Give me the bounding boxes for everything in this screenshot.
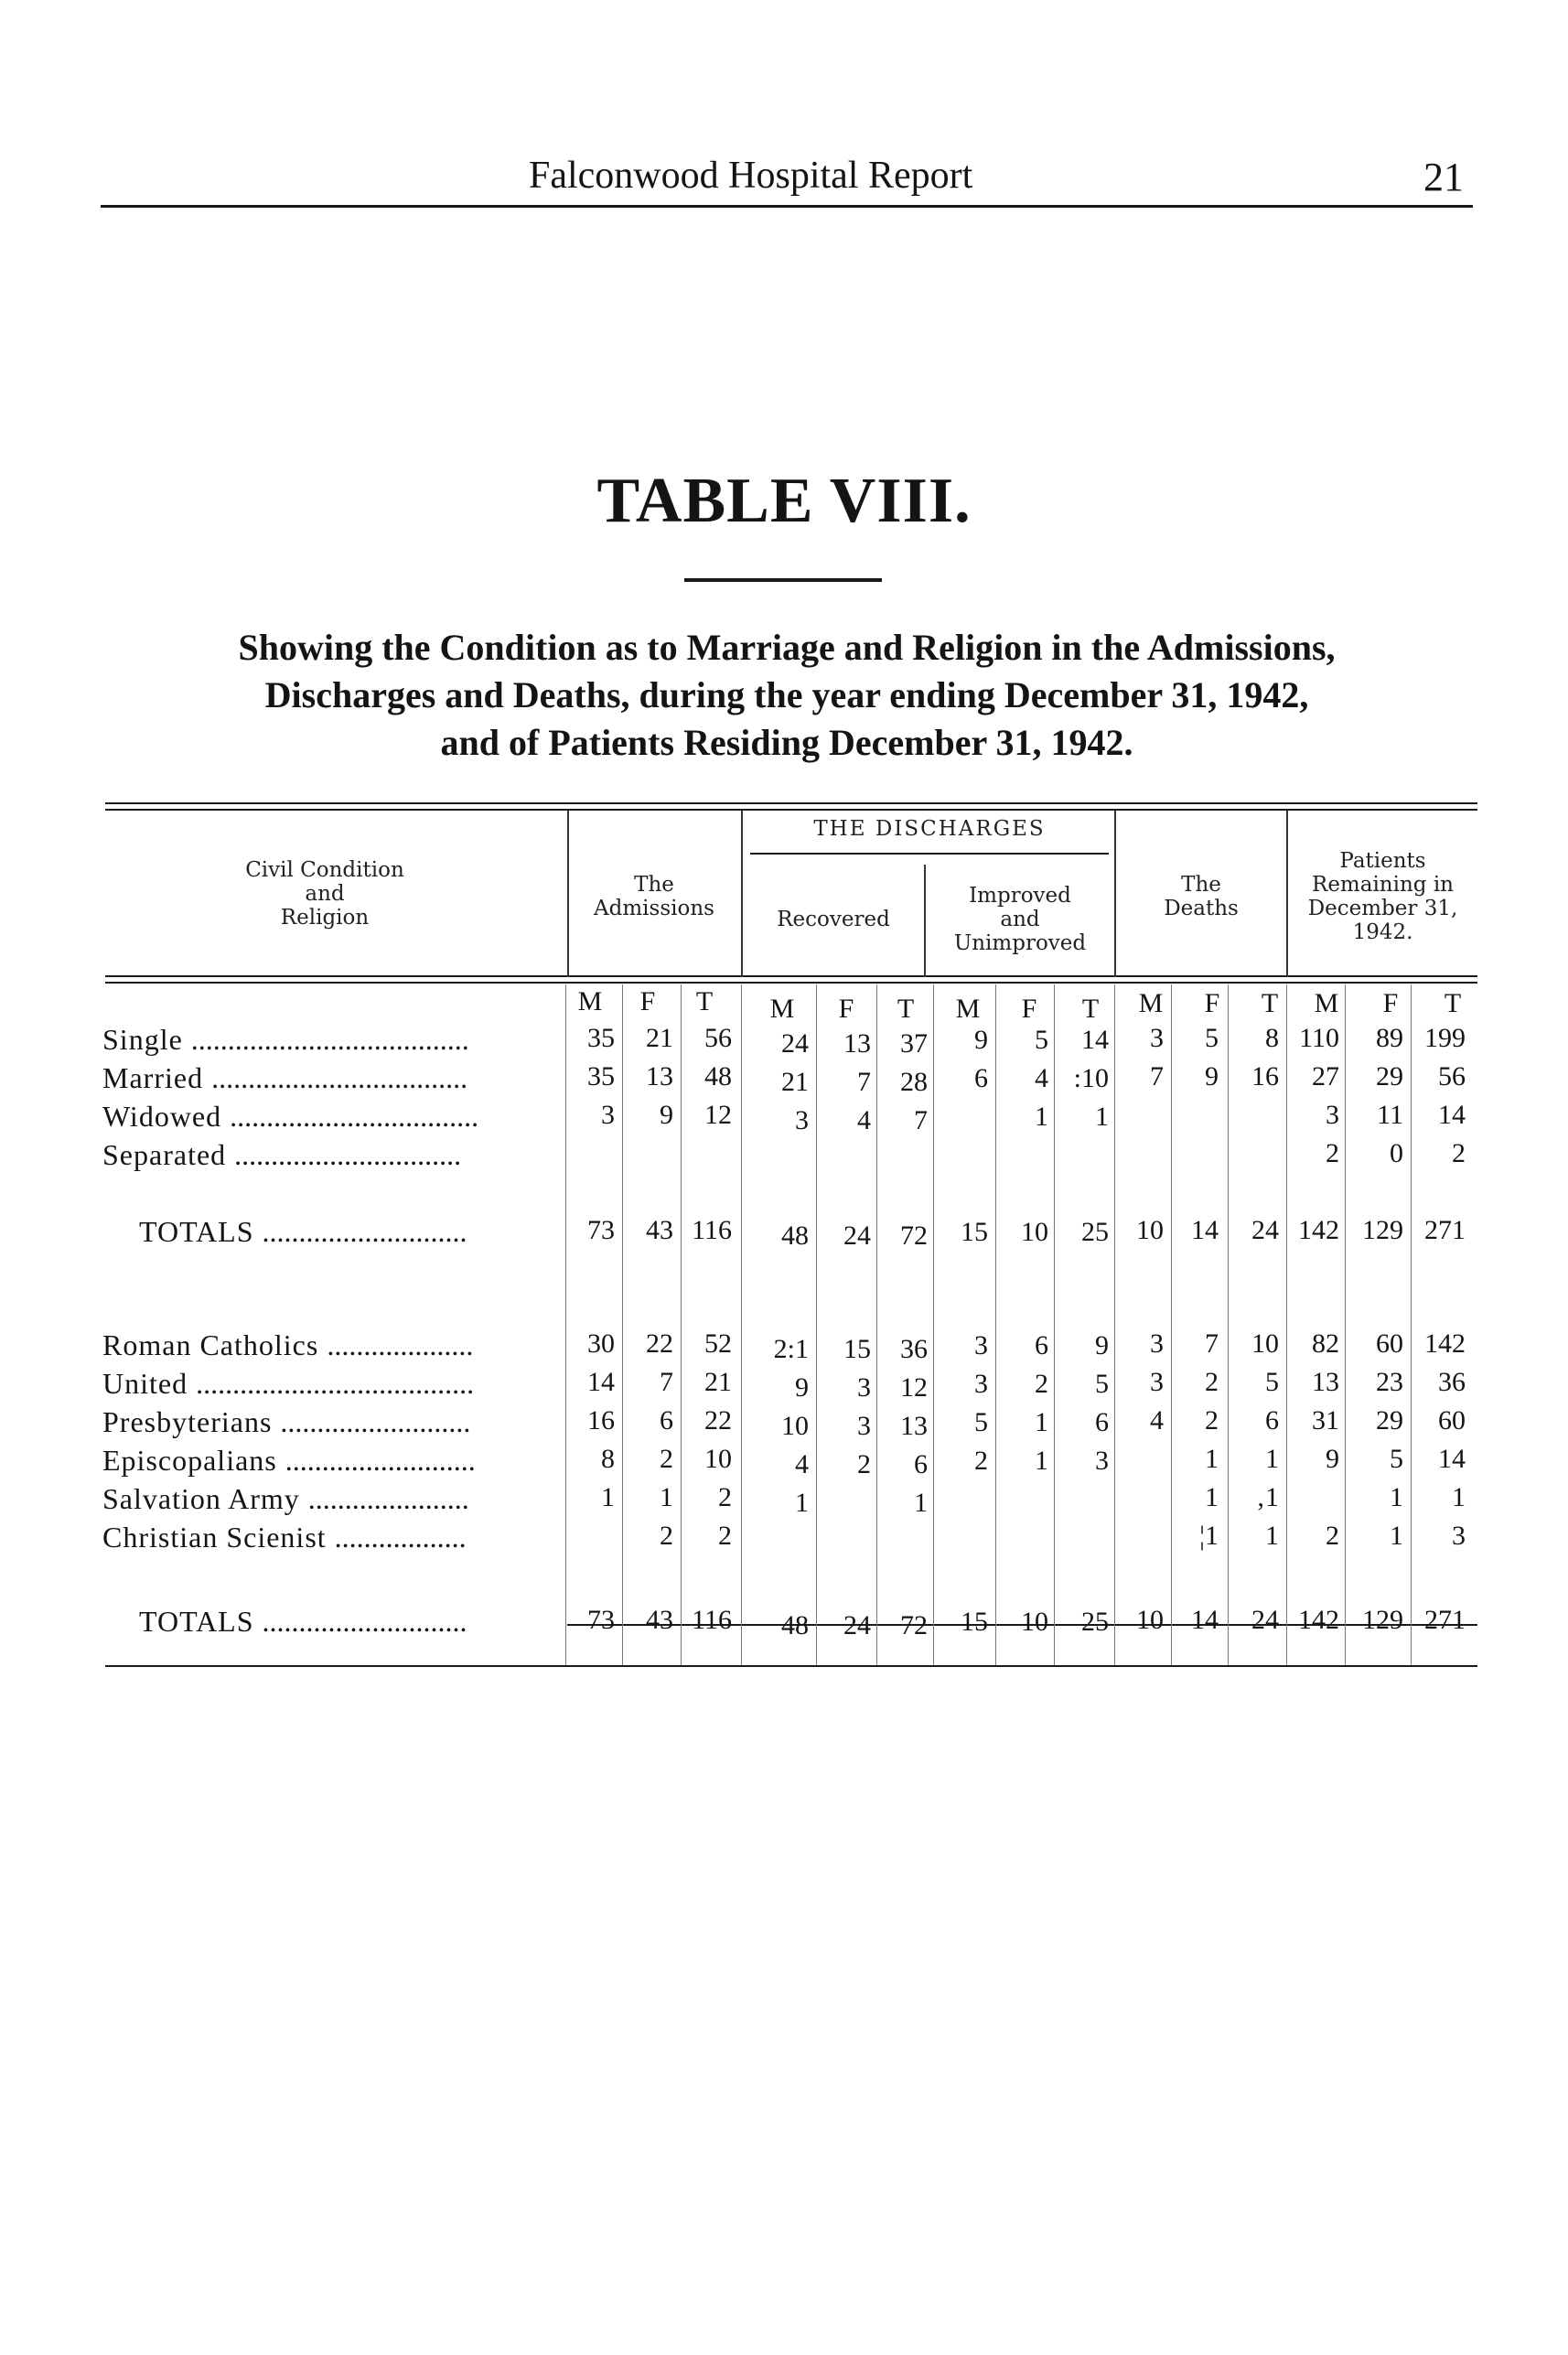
- column-separator: [741, 811, 743, 977]
- column-separator: [622, 984, 623, 1665]
- mft-label: F: [1382, 988, 1399, 1018]
- table-cell: 4: [857, 1105, 871, 1135]
- table-cell: 2: [1326, 1138, 1339, 1168]
- mft-label: T: [897, 994, 915, 1024]
- row-label: Roman Catholics ....................: [102, 1328, 474, 1361]
- table-cell: 2: [1205, 1405, 1219, 1436]
- table-cell: 29: [1376, 1061, 1403, 1091]
- table-cell: 13: [1312, 1367, 1339, 1397]
- table-cell: 56: [1438, 1061, 1466, 1091]
- table-cell: 271: [1424, 1605, 1466, 1635]
- table-cell: 116: [692, 1215, 732, 1245]
- table-cell: 10: [1251, 1328, 1279, 1359]
- table-cell: 271: [1424, 1215, 1466, 1245]
- table-cell: 1: [1035, 1407, 1048, 1437]
- table-cell: 2: [1452, 1138, 1466, 1168]
- table-cell: 28: [900, 1067, 928, 1097]
- table-cell: 72: [900, 1221, 928, 1251]
- table-cell: 4: [1035, 1063, 1048, 1093]
- table-cell: 2: [1035, 1369, 1048, 1399]
- mft-label: F: [1204, 988, 1220, 1018]
- table-cell: 1: [1035, 1446, 1048, 1476]
- table-cell: 4: [795, 1449, 809, 1479]
- table-cell: 15: [961, 1217, 988, 1247]
- table-cell: 1: [601, 1482, 615, 1512]
- table-cell: :10: [1073, 1063, 1109, 1093]
- table-cell: 4: [1150, 1405, 1164, 1436]
- table-cell: 1: [1205, 1444, 1219, 1474]
- header-bottom-rule: [105, 975, 1477, 977]
- running-head-rule: [101, 205, 1473, 208]
- table-cell: 14: [1081, 1025, 1109, 1055]
- table-top-rule: [105, 809, 1477, 811]
- column-separator: [1054, 984, 1055, 1665]
- table-title: TABLE VIII.: [596, 466, 972, 536]
- row-label: Single ......................................: [102, 1023, 469, 1056]
- header-improved: Improved and Unimproved: [953, 884, 1087, 955]
- table-cell: 12: [704, 1100, 732, 1130]
- table-cell: 12: [900, 1372, 928, 1403]
- table-cell: 21: [704, 1367, 732, 1397]
- table-cell: 35: [587, 1023, 615, 1053]
- subtitle-line: Discharges and Deaths, during the year ending December 31, 1942,: [264, 674, 1309, 715]
- column-separator: [565, 984, 566, 1665]
- table-cell: 3: [601, 1100, 615, 1130]
- table-cell: 142: [1298, 1605, 1339, 1635]
- running-head-title: Falconwood Hospital Report: [529, 155, 973, 197]
- table-cell: 43: [646, 1605, 673, 1635]
- table-cell: 5: [1035, 1025, 1048, 1055]
- table-cell: 2:1: [773, 1334, 809, 1364]
- table-cell: 22: [704, 1405, 732, 1436]
- table-cell: 24: [843, 1610, 871, 1640]
- table-cell: 30: [587, 1328, 615, 1359]
- table-cell: 1: [1390, 1482, 1403, 1512]
- table-cell: 82: [1312, 1328, 1339, 1359]
- table-cell: 199: [1424, 1023, 1466, 1053]
- table-cell: 27: [1312, 1061, 1339, 1091]
- discharges-rule: [750, 853, 1109, 855]
- table-cell: 1: [1265, 1444, 1279, 1474]
- header-deaths: The Deaths: [1164, 873, 1239, 920]
- table-cell: 9: [1326, 1444, 1339, 1474]
- table-cell: 1: [1095, 1102, 1109, 1132]
- table-cell: 1: [1205, 1482, 1219, 1512]
- column-separator: [1171, 984, 1172, 1665]
- table-cell: 110: [1299, 1023, 1339, 1053]
- table-cell: 5: [1205, 1023, 1219, 1053]
- table-cell: ¦1: [1198, 1521, 1219, 1551]
- totals-label: TOTALS ............................: [139, 1605, 467, 1638]
- table-cell: 24: [781, 1028, 809, 1059]
- column-separator: [1114, 984, 1115, 1665]
- table-cell: 2: [660, 1444, 673, 1474]
- table-cell: 48: [704, 1061, 732, 1091]
- column-separator: [816, 984, 817, 1665]
- row-label: Presbyterians ..........................: [102, 1405, 471, 1438]
- table-cell: 60: [1438, 1405, 1466, 1436]
- table-cell: 11: [1377, 1100, 1403, 1130]
- table-cell: 9: [795, 1372, 809, 1403]
- table-cell: 1: [660, 1482, 673, 1512]
- table-cell: 73: [587, 1215, 615, 1245]
- table-cell: 3: [1326, 1100, 1339, 1130]
- table-cell: 6: [1035, 1330, 1048, 1360]
- column-separator: [681, 984, 682, 1665]
- table-cell: 60: [1376, 1328, 1403, 1359]
- mft-label: M: [769, 994, 795, 1024]
- table-cell: 2: [974, 1446, 988, 1476]
- table-cell: 13: [900, 1411, 928, 1441]
- column-separator: [1286, 984, 1287, 1665]
- table-cell: 16: [587, 1405, 615, 1436]
- table-cell: 89: [1376, 1023, 1403, 1053]
- table-cell: 10: [704, 1444, 732, 1474]
- header-recovered: Recovered: [777, 908, 890, 931]
- table-cell: 9: [974, 1025, 988, 1055]
- table-cell: 14: [587, 1367, 615, 1397]
- subtitle-line: Showing the Condition as to Marriage and Religion in the Admissions,: [238, 627, 1336, 668]
- column-separator: [1411, 984, 1412, 1665]
- table-cell: 24: [1251, 1215, 1279, 1245]
- row-label: Salvation Army ......................: [102, 1482, 469, 1515]
- table-cell: 2: [660, 1521, 673, 1551]
- table-cell: 2: [857, 1449, 871, 1479]
- table-cell: 5: [1390, 1444, 1403, 1474]
- table-cell: 15: [961, 1607, 988, 1637]
- table-cell: 3: [857, 1411, 871, 1441]
- table-cell: 25: [1081, 1217, 1109, 1247]
- table-cell: 36: [1438, 1367, 1466, 1397]
- table-bottom-rule: [105, 1665, 1477, 1667]
- mft-label: F: [1021, 994, 1037, 1024]
- mft-label: M: [1314, 988, 1339, 1018]
- table-cell: 31: [1312, 1405, 1339, 1436]
- column-separator: [1228, 984, 1229, 1665]
- table-cell: 10: [1136, 1215, 1164, 1245]
- table-cell: 1: [1390, 1521, 1403, 1551]
- table-cell: 56: [704, 1023, 732, 1053]
- table-cell: 5: [1095, 1369, 1109, 1399]
- table-cell: 21: [781, 1067, 809, 1097]
- table-cell: 2: [1326, 1521, 1339, 1551]
- totals-label: TOTALS ............................: [139, 1215, 467, 1248]
- table-cell: 5: [1265, 1367, 1279, 1397]
- table-cell: 1: [1452, 1482, 1466, 1512]
- table-cell: 10: [1136, 1605, 1164, 1635]
- table-cell: 10: [781, 1411, 809, 1441]
- table-cell: 3: [1095, 1446, 1109, 1476]
- table-cell: 3: [1452, 1521, 1466, 1551]
- table-cell: 13: [843, 1028, 871, 1059]
- mft-label: T: [1081, 994, 1100, 1024]
- title-rule: [684, 578, 882, 582]
- table-cell: 1: [914, 1488, 928, 1518]
- subtitle-line: and of Patients Residing December 31, 1942.: [440, 722, 1133, 763]
- table-cell: 14: [1438, 1100, 1466, 1130]
- table-cell: 16: [1251, 1061, 1279, 1091]
- table-cell: 15: [843, 1334, 871, 1364]
- table-cell: 14: [1191, 1215, 1219, 1245]
- table-cell: 7: [660, 1367, 673, 1397]
- page-number: 21: [1423, 155, 1464, 199]
- table-cell: 7: [914, 1105, 928, 1135]
- table-cell: 2: [718, 1521, 732, 1551]
- table-cell: 24: [1251, 1605, 1279, 1635]
- table-cell: 3: [974, 1369, 988, 1399]
- table-cell: 3: [1150, 1328, 1164, 1359]
- table-cell: 0: [1390, 1138, 1403, 1168]
- header-bottom-rule: [105, 982, 1477, 984]
- table-cell: 21: [646, 1023, 673, 1053]
- table-cell: 48: [781, 1221, 809, 1251]
- table-cell: 9: [660, 1100, 673, 1130]
- table-cell: 142: [1424, 1328, 1466, 1359]
- running-head: [101, 154, 1473, 210]
- table-cell: 37: [900, 1028, 928, 1059]
- table-cell: 6: [1095, 1407, 1109, 1437]
- table-cell: 7: [1205, 1328, 1219, 1359]
- row-label: United ......................................: [102, 1367, 475, 1400]
- table-cell: 3: [1150, 1367, 1164, 1397]
- mft-label: T: [1444, 988, 1462, 1018]
- table-cell: 9: [1205, 1061, 1219, 1091]
- mft-label: T: [1261, 988, 1279, 1018]
- row-label: Christian Scienist ..................: [102, 1521, 467, 1554]
- table-cell: 1: [795, 1488, 809, 1518]
- table-cell: 22: [646, 1328, 673, 1359]
- table-cell: 23: [1376, 1367, 1403, 1397]
- table-cell: 43: [646, 1215, 673, 1245]
- table-cell: 6: [660, 1405, 673, 1436]
- table-cell: 14: [1191, 1605, 1219, 1635]
- table-cell: 14: [1438, 1444, 1466, 1474]
- table-cell: 73: [587, 1605, 615, 1635]
- mft-label: F: [838, 994, 854, 1024]
- table-cell: 13: [646, 1061, 673, 1091]
- row-label: Separated ...............................: [102, 1138, 462, 1171]
- table-cell: 52: [704, 1328, 732, 1359]
- header-admissions: The Admissions: [594, 873, 714, 920]
- header-discharges: THE DISCHARGES: [813, 817, 1046, 841]
- table-subtitle: [101, 624, 1473, 767]
- row-label: Married ...................................: [102, 1061, 468, 1094]
- table-cell: 36: [900, 1334, 928, 1364]
- column-separator: [933, 984, 934, 1665]
- row-label: Widowed ..................................: [102, 1100, 479, 1133]
- table-cell: 6: [914, 1449, 928, 1479]
- header-civil-condition: Civil Condition and Religion: [245, 858, 404, 930]
- table-cell: 129: [1362, 1215, 1403, 1245]
- mft-label: M: [577, 986, 603, 1016]
- column-separator: [1345, 984, 1346, 1665]
- table-cell: 1: [1035, 1102, 1048, 1132]
- mft-label: M: [1138, 988, 1164, 1018]
- mft-label: F: [639, 986, 656, 1016]
- column-separator: [995, 984, 996, 1665]
- table-cell: 3: [857, 1372, 871, 1403]
- column-separator: [741, 984, 742, 1665]
- table-cell: 7: [1150, 1061, 1164, 1091]
- table-cell: 35: [587, 1061, 615, 1091]
- row-label: Episcopalians ..........................: [102, 1444, 476, 1477]
- table-cell: 5: [974, 1407, 988, 1437]
- table-cell: 72: [900, 1610, 928, 1640]
- table-cell: 2: [1205, 1367, 1219, 1397]
- table-cell: 24: [843, 1221, 871, 1251]
- table-cell: 7: [857, 1067, 871, 1097]
- column-separator: [876, 984, 877, 1665]
- table-cell: 9: [1095, 1330, 1109, 1360]
- table-cell: 3: [1150, 1023, 1164, 1053]
- table-cell: 2: [718, 1482, 732, 1512]
- mft-label: T: [695, 986, 714, 1016]
- table-cell: 25: [1081, 1607, 1109, 1637]
- table-cell: 10: [1021, 1607, 1048, 1637]
- table-cell: 3: [974, 1330, 988, 1360]
- table-cell: 129: [1362, 1605, 1403, 1635]
- table-cell: 142: [1298, 1215, 1339, 1245]
- table-cell: 29: [1376, 1405, 1403, 1436]
- table-cell: ‚1: [1256, 1482, 1279, 1512]
- table-cell: 116: [692, 1605, 732, 1635]
- header-remaining: Patients Remaining in December 31, 1942.: [1307, 849, 1458, 944]
- table-cell: 8: [1265, 1023, 1279, 1053]
- table-top-rule: [105, 802, 1477, 804]
- table-cell: 48: [781, 1610, 809, 1640]
- mft-label: M: [955, 994, 981, 1024]
- table-cell: 3: [795, 1105, 809, 1135]
- table-cell: 8: [601, 1444, 615, 1474]
- table-cell: 1: [1265, 1521, 1279, 1551]
- table-cell: 6: [1265, 1405, 1279, 1436]
- table-cell: 6: [974, 1063, 988, 1093]
- table-cell: 10: [1021, 1217, 1048, 1247]
